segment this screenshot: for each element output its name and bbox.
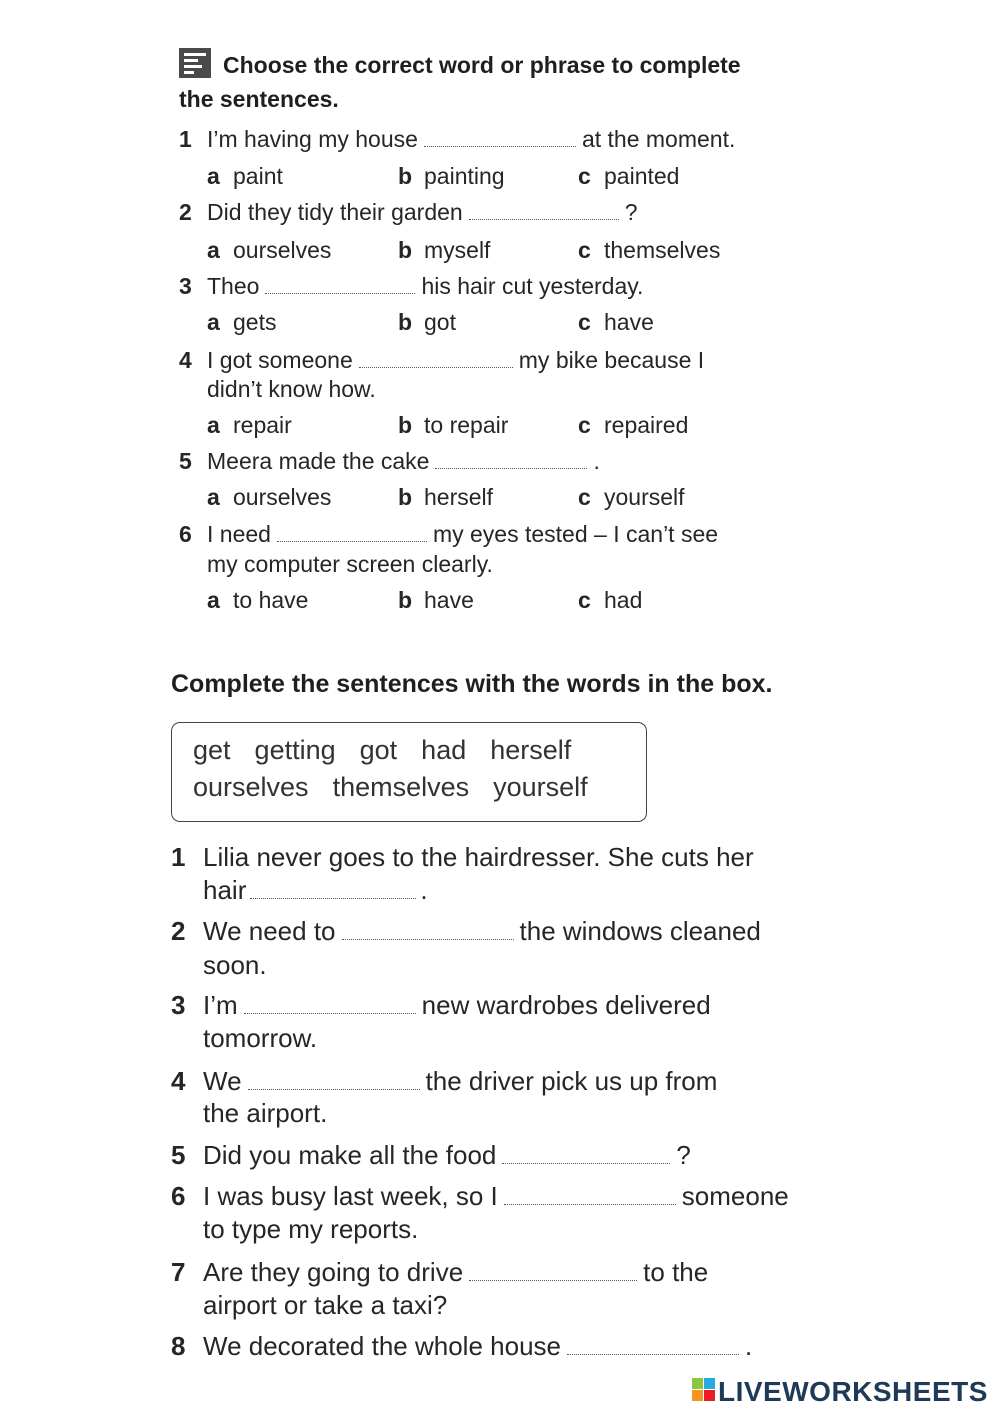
question-row	[179, 521, 718, 548]
option-letter: c	[578, 309, 591, 335]
question-text-continued: to type my reports.	[203, 1214, 419, 1244]
word-box-row2	[193, 772, 612, 803]
question-text: We need to	[203, 916, 336, 946]
question-number: 3	[171, 990, 186, 1020]
question-text: my bike because I	[518, 347, 705, 373]
answer-blank[interactable]	[567, 1353, 739, 1355]
question-text: Did you make all the food	[203, 1140, 497, 1170]
answer-option[interactable]	[578, 237, 720, 264]
word-box-row1	[193, 735, 595, 766]
option-text: herself	[424, 484, 494, 510]
question-number: 5	[171, 1140, 186, 1170]
question-text-continued	[203, 875, 428, 906]
question-text-continued: didn’t know how.	[207, 376, 376, 402]
option-letter: b	[398, 412, 413, 438]
answer-option[interactable]	[398, 484, 493, 511]
option-text: to have	[233, 587, 309, 613]
question-text: We decorated the whole house	[203, 1331, 561, 1361]
answer-option[interactable]	[207, 163, 283, 190]
question-row	[179, 126, 735, 153]
question-text-continued: airport or take a taxi?	[203, 1290, 448, 1320]
question-number: 7	[171, 1257, 186, 1287]
option-letter: b	[398, 163, 413, 189]
answer-option[interactable]	[578, 412, 688, 439]
answer-option[interactable]	[578, 484, 685, 511]
question-number: 6	[171, 1181, 186, 1211]
question-row	[171, 1257, 708, 1288]
question-row	[171, 1181, 789, 1212]
word-box-word: yourself	[493, 772, 588, 802]
question-text: I’m	[203, 990, 238, 1020]
answer-blank[interactable]	[469, 218, 619, 220]
option-letter: b	[398, 484, 413, 510]
option-text: yourself	[604, 484, 685, 510]
option-letter: a	[207, 309, 220, 335]
answer-blank[interactable]	[248, 1088, 420, 1090]
section2-title: Complete the sentences with the words in the box.	[171, 670, 773, 698]
option-text: have	[604, 309, 654, 335]
answer-blank[interactable]	[435, 467, 587, 469]
question-row	[171, 842, 754, 873]
question-row	[171, 1066, 717, 1097]
option-text: painted	[604, 163, 680, 189]
option-text: gets	[233, 309, 277, 335]
question-text: someone	[681, 1181, 789, 1211]
question-text: to the	[643, 1257, 709, 1287]
answer-option[interactable]	[578, 309, 654, 336]
question-text: I got someone	[207, 347, 353, 373]
question-text-continued: soon.	[203, 950, 267, 980]
question-number: 4	[171, 1066, 186, 1096]
answer-blank[interactable]	[250, 897, 416, 899]
option-letter: a	[207, 484, 220, 510]
question-row	[179, 273, 643, 300]
question-number: 5	[179, 448, 192, 474]
option-text: painting	[424, 163, 505, 189]
question-text: the windows cleaned	[519, 916, 761, 946]
answer-option[interactable]	[398, 412, 508, 439]
question-number: 2	[171, 916, 186, 946]
question-text: the driver pick us up from	[425, 1066, 718, 1096]
question-text-continued: my computer screen clearly.	[207, 551, 493, 577]
question-text: my eyes tested – I can’t see	[432, 521, 719, 547]
answer-option[interactable]	[207, 412, 292, 439]
option-text: had	[604, 587, 643, 613]
option-letter: a	[207, 237, 220, 263]
option-letter: b	[398, 237, 413, 263]
word-box-word: got	[359, 735, 398, 765]
question-text-continued: tomorrow.	[203, 1023, 318, 1053]
question-row	[179, 347, 704, 374]
word-box	[171, 722, 647, 822]
answer-option[interactable]	[207, 309, 276, 336]
question-row	[179, 448, 600, 475]
question-text: ?	[676, 1140, 691, 1170]
option-letter: c	[578, 587, 591, 613]
question-text: I was busy last week, so I	[203, 1181, 498, 1211]
option-letter: c	[578, 237, 591, 263]
answer-blank[interactable]	[502, 1162, 670, 1164]
word-box-word: get	[193, 735, 231, 765]
answer-blank[interactable]	[342, 938, 514, 940]
question-text: Theo	[207, 273, 260, 299]
answer-blank[interactable]	[277, 540, 427, 542]
question-number: 3	[179, 273, 192, 299]
option-text: repair	[233, 412, 292, 438]
question-text: Lilia never goes to the hairdresser. She cuts her	[203, 842, 754, 872]
word-box-word: herself	[490, 735, 572, 765]
option-text: ourselves	[233, 484, 332, 510]
option-text: themselves	[604, 237, 721, 263]
logo-text: LIVEWORKSHEETS	[718, 1376, 988, 1407]
section1-title-line1: Choose the correct word or phrase to complete	[223, 52, 741, 78]
word-box-word: getting	[254, 735, 336, 765]
question-number: 6	[179, 521, 192, 547]
word-box-word: ourselves	[193, 772, 309, 802]
option-letter: c	[578, 163, 591, 189]
answer-option[interactable]	[398, 163, 505, 190]
question-text: Are they going to drive	[203, 1257, 464, 1287]
option-letter: b	[398, 587, 413, 613]
answer-option[interactable]	[578, 163, 679, 190]
answer-blank[interactable]	[469, 1279, 637, 1281]
option-letter: a	[207, 163, 220, 189]
question-text: .	[420, 875, 428, 905]
question-text: his hair cut yesterday.	[421, 273, 644, 299]
question-text: .	[593, 448, 600, 474]
question-row	[171, 990, 711, 1021]
question-row	[171, 916, 761, 947]
option-letter: a	[207, 412, 220, 438]
question-number: 1	[171, 842, 186, 872]
question-text: new wardrobes delivered	[421, 990, 711, 1020]
question-row	[179, 199, 638, 226]
option-text: got	[424, 309, 456, 335]
question-number: 2	[179, 199, 192, 225]
option-letter: c	[578, 484, 591, 510]
option-text: to repair	[424, 412, 509, 438]
answer-blank[interactable]	[504, 1203, 676, 1205]
question-text: We	[203, 1066, 242, 1096]
answer-blank[interactable]	[359, 366, 513, 368]
option-text: ourselves	[233, 237, 332, 263]
option-text: myself	[424, 237, 491, 263]
option-letter: c	[578, 412, 591, 438]
answer-option[interactable]	[207, 484, 331, 511]
answer-option[interactable]	[398, 237, 490, 264]
question-text: Meera made the cake	[207, 448, 430, 474]
question-text: ?	[624, 199, 638, 225]
question-row	[171, 1331, 752, 1362]
option-text: paint	[233, 163, 283, 189]
question-text: at the moment.	[581, 126, 736, 152]
option-text: have	[424, 587, 474, 613]
answer-option[interactable]	[398, 587, 474, 614]
option-text: repaired	[604, 412, 689, 438]
question-text: hair	[203, 875, 247, 905]
question-text: I need	[207, 521, 271, 547]
answer-option[interactable]	[578, 587, 642, 614]
answer-option[interactable]	[398, 309, 456, 336]
word-box-word: had	[421, 735, 467, 765]
option-letter: a	[207, 587, 220, 613]
question-text: I’m having my house	[207, 126, 418, 152]
answer-blank[interactable]	[265, 292, 415, 294]
option-letter: b	[398, 309, 413, 335]
answer-blank[interactable]	[424, 145, 576, 147]
question-number: 4	[179, 347, 192, 373]
question-row	[171, 1140, 691, 1171]
question-text: Did they tidy their garden	[207, 199, 463, 225]
answer-option[interactable]	[207, 237, 331, 264]
section1-title-line2: the sentences.	[179, 86, 339, 112]
answer-option[interactable]	[207, 587, 308, 614]
question-text-continued: the airport.	[203, 1098, 328, 1128]
question-number: 8	[171, 1331, 186, 1361]
question-text: .	[744, 1331, 753, 1361]
question-number: 1	[179, 126, 192, 152]
logo-mark-icon	[692, 1378, 716, 1402]
document-icon	[179, 48, 211, 78]
answer-blank[interactable]	[244, 1012, 416, 1014]
word-box-word: themselves	[332, 772, 470, 802]
